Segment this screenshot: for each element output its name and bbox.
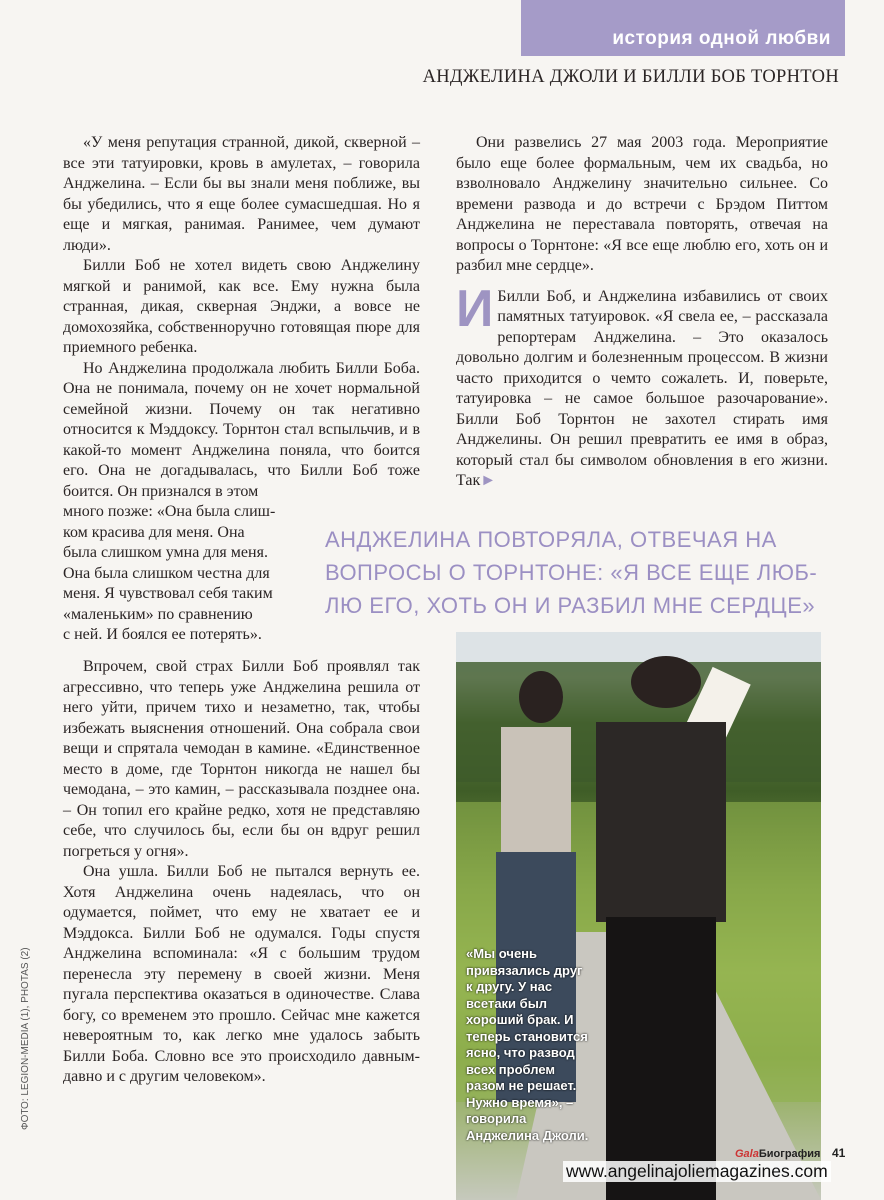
paragraph-text: Билли Боб, и Анджелина избавились от своих памятных татуировок. «Я свела ее, – рассказала репортерам Анджелина. – Это оказалось довольно долгим и болезненным процессом. В жизни часто приходится о чемто сожалеть. И, поверьте, татуировка – не самое большое разочарование». Билли Боб Торнтон не захотел стирать имя Анджелины. Он решил превратить ее имя в образ, который стал бы символом обновления в его жизни. Так <box>456 287 828 489</box>
photo-credit: ФОТО: LEGION-MEDIA (1), PHOTAS (2) <box>20 947 31 1130</box>
paragraph <box>456 279 828 492</box>
text-line: была слишком умна для меня. <box>63 544 268 561</box>
drop-cap: И <box>456 279 494 338</box>
right-column <box>456 133 828 492</box>
article-headline: АНДЖЕЛИНА ДЖОЛИ И БИЛЛИ БОБ ТОРНТОН <box>422 67 839 87</box>
paragraph: Билли Боб не хотел видеть свою Анджелину мягкой и ранимой, как все. Ему нужна была странная, дикая, скверная Энджи, а вовсе не домохозяйка, собственноручно готовящая пюре для приемного ребенка. <box>63 257 420 356</box>
paragraph: Она ушла. Билли Боб не пытался вернуть ее. Хотя Анджелина очень надеялась, что он одумается, поймет, что ему не хватает ее и Мэддокса. Билли Боб не одумался. Годы спустя Анджелина вспоминала: «Я с большим трудом перенесла эту перемену в своей жизни. Меня пугала перспектива оказаться в одиночестве. Слава богу, со временем это прошло. Сейчас мне кажется невероятным то, как легко мне удалось забыть Билли Боба. Словно все это происходило давным-давно и с другим человеком». <box>63 863 420 1085</box>
pull-quote-line: ВОПРОСЫ О ТОРНТОНЕ: «Я ВСЕ ЕЩЕ ЛЮБ- <box>325 560 818 585</box>
narrow-paragraph <box>63 502 313 646</box>
left-column <box>63 133 420 746</box>
paragraph: Но Анджелина продолжала любить Билли Боба. Она не понимала, почему он не хочет нормальной семейной жизни. Почему он так негативно относится к Мэддоксу. Торнтон стал вспыльчив, и в какой-то момент Анджелина поняла, что боится его. Она не догадывалась, что Билли Боб тоже боится. Он признался в этом <box>63 359 420 500</box>
pull-quote-line: ЛЮ ЕГО, ХОТЬ ОН И РАЗБИЛ МНЕ СЕРДЦЕ» <box>325 593 816 618</box>
pull-quote-line: АНДЖЕЛИНА ПОВТОРЯЛА, ОТВЕЧАЯ НА <box>325 527 777 552</box>
magazine-name: Биография <box>758 1148 821 1160</box>
continue-arrow-icon: ► <box>480 472 497 489</box>
text-line: «маленьким» по сравнению <box>63 605 253 623</box>
text-line: Она была слишком честна для <box>63 564 270 582</box>
text-line: много позже: «Она была слиш- <box>63 503 276 520</box>
watermark-link[interactable]: www.angelinajoliemagazines.com <box>563 1161 831 1182</box>
pull-quote <box>325 523 845 622</box>
gala-logo: Gala <box>735 1148 759 1160</box>
paragraph: Они развелись 27 мая 2003 года. Мероприятие было еще более формальным, чем их свадьба, но взволновало Анджелину значительно сильнее. Со времени развода и до встречи с Брэдом Питтом Анджелина не переставала повторять, отвечая на вопросы о Торнтоне: «Я все еще люблю его, хоть он и разбил мне сердце». <box>456 134 828 274</box>
left-column-lower <box>63 657 420 1088</box>
magazine-logo <box>735 1148 820 1160</box>
photo-caption: «Мы очень привязались друг к другу. У нас всетаки был хороший брак. И теперь становится ясно, что развод всех проблем разом не решает. Нужно время», – говорила Анджелина Джоли. <box>466 946 589 1143</box>
paragraph: Впрочем, свой страх Билли Боб проявлял так агрессивно, что теперь уже Анджелина решила от него уйти, причем тихо и незаметно, так, чтобы избежать выяснения отношений. Она собрала свои вещи и спрятала чемодан в камине. «Единственное место в доме, где Торнтон никогда не нашел бы чемодана, – это камин, – рассказывала позднее она. – Он топил его крайне редко, хотя не представляю себе, что случилось бы, если бы он вдруг решил погреться у огня». <box>63 658 420 860</box>
paragraph: «У меня репутация странной, дикой, скверной – все эти татуировки, кровь в амулетах, – говорила Анджелина. – Если бы вы знали меня поближе, вы бы убедились, что я еще более сумасшедшая. Но я еще и мягкая, ранимая. Ранимее, чем думают люди». <box>63 134 420 254</box>
section-tab: история одной любви <box>521 0 845 56</box>
text-line: меня. Я чувствовал себя таким <box>63 585 273 602</box>
text-line: ком красива для меня. Она <box>63 523 245 541</box>
page-number: 41 <box>832 1146 846 1160</box>
text-line: с ней. И боялся ее потерять». <box>63 626 262 643</box>
